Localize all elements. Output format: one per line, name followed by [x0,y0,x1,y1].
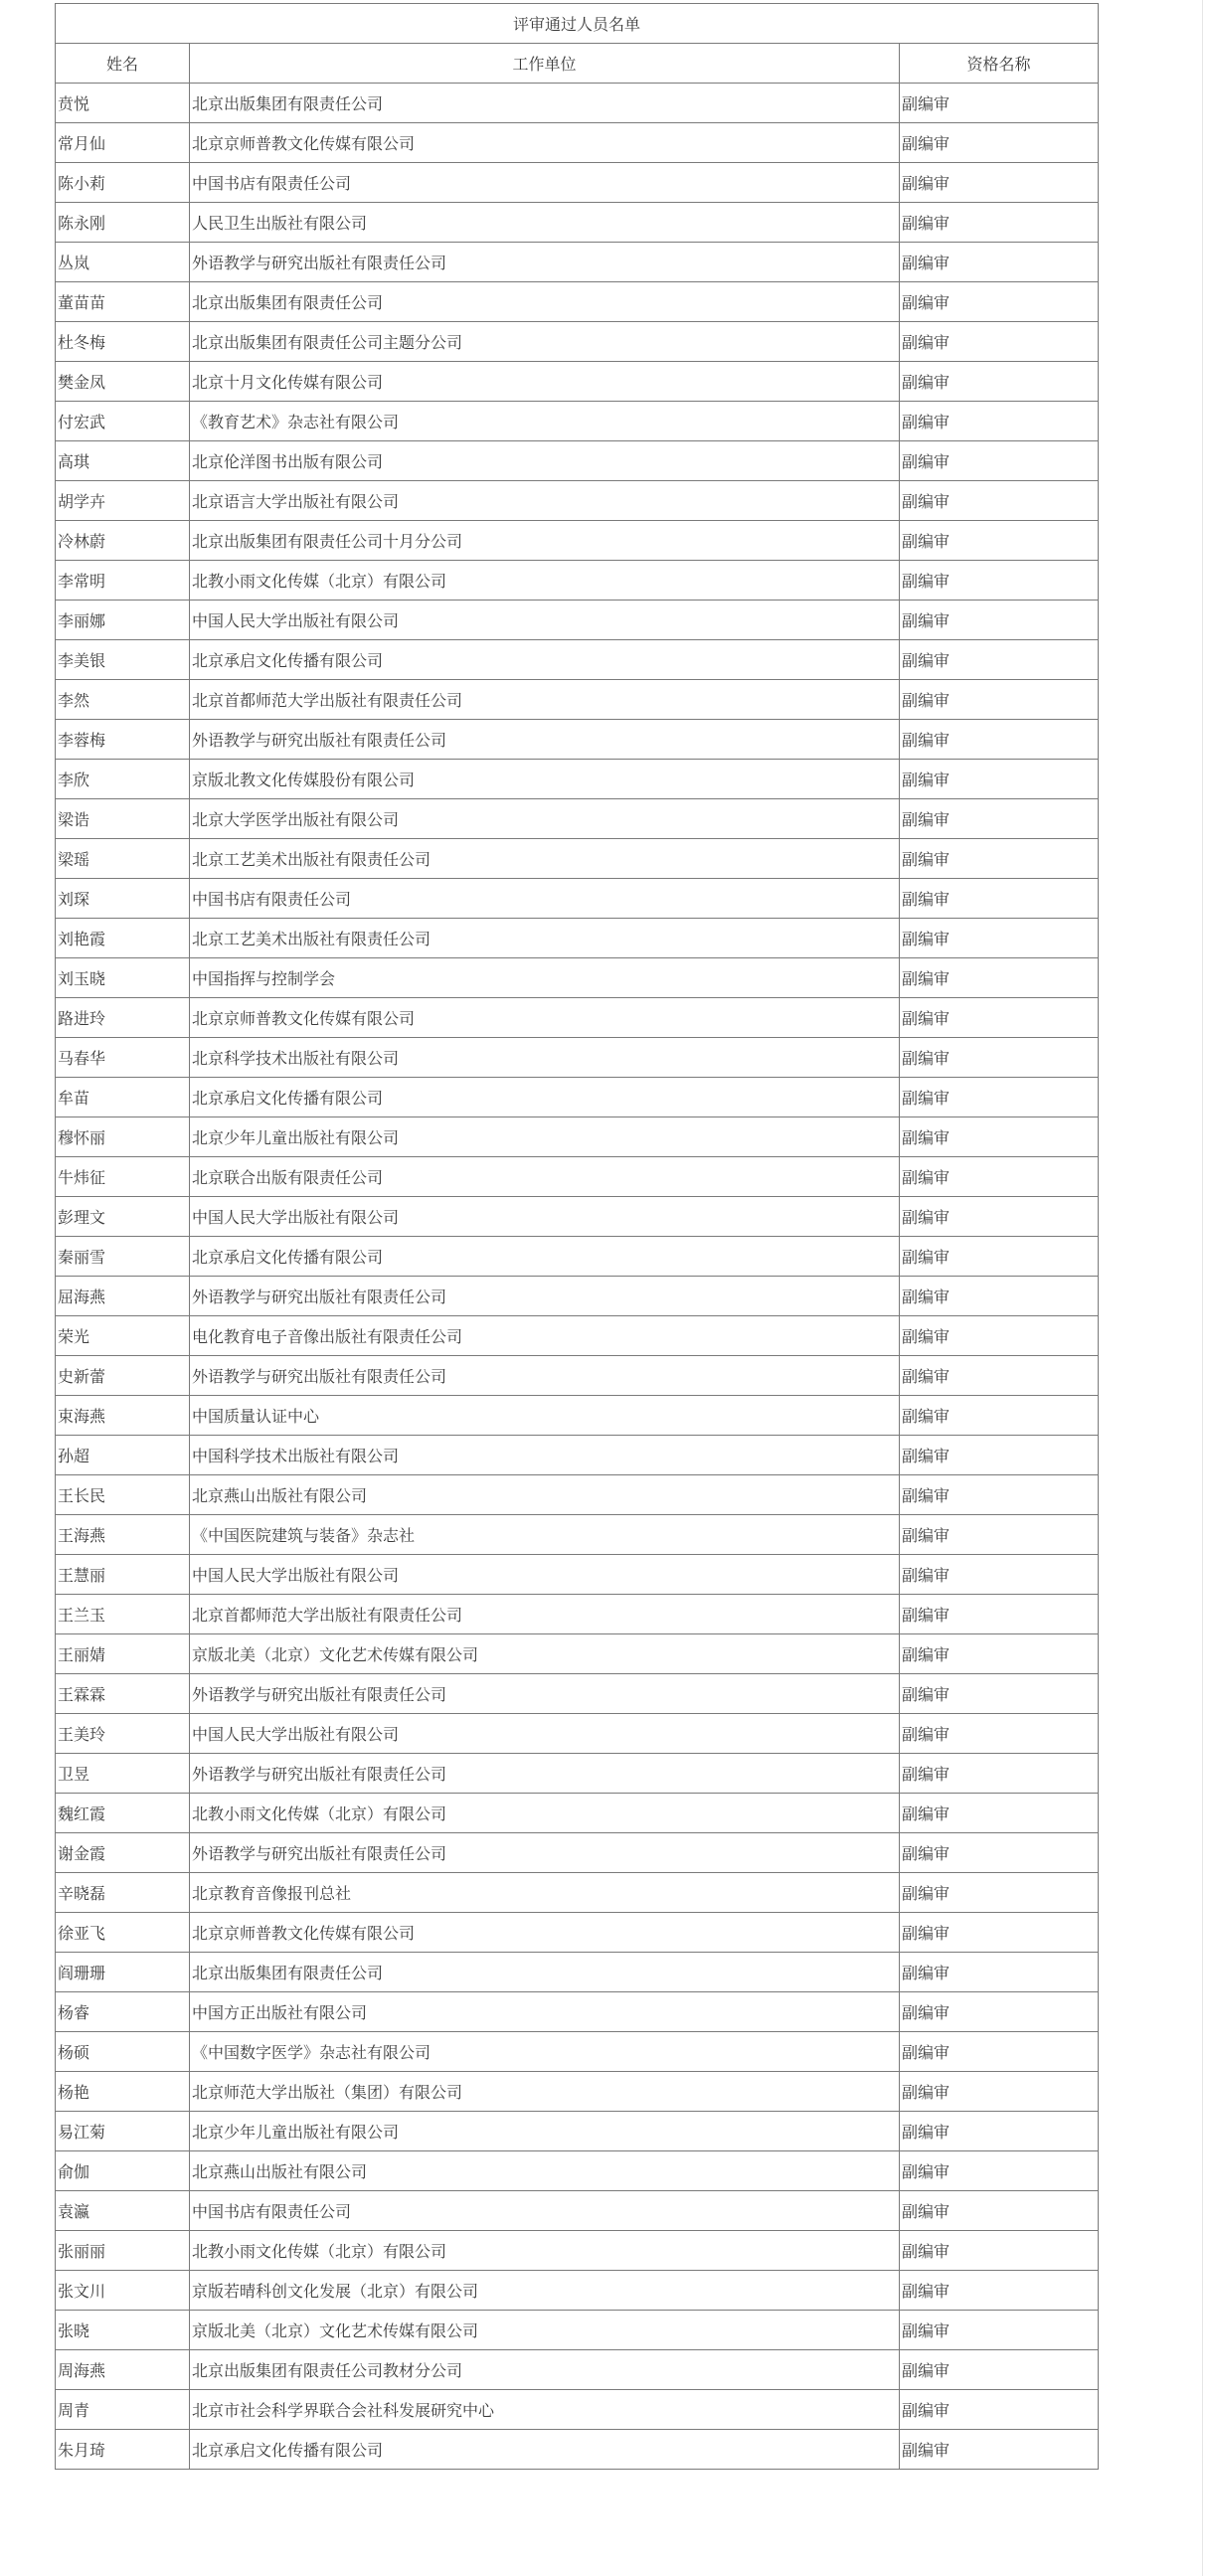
cell-unit: 北京联合出版有限责任公司 [190,1157,900,1197]
header-row [56,44,1099,84]
cell-qualification: 副编审 [900,1316,1099,1356]
table-row [56,2151,1099,2191]
cell-unit: 中国方正出版社有限公司 [190,1992,900,2032]
cell-unit: 京版北美（北京）文化艺术传媒有限公司 [190,1634,900,1674]
table-row [56,1157,1099,1197]
table-row [56,1674,1099,1714]
cell-qualification: 副编审 [900,402,1099,441]
cell-qualification: 副编审 [900,1038,1099,1078]
cell-unit: 《中国数字医学》杂志社有限公司 [190,2032,900,2072]
table-row [56,561,1099,601]
cell-qualification: 副编审 [900,163,1099,203]
cell-unit: 北教小雨文化传媒（北京）有限公司 [190,1794,900,1833]
cell-qualification: 副编审 [900,2390,1099,2430]
cell-qualification: 副编审 [900,243,1099,282]
cell-unit: 北京京师普教文化传媒有限公司 [190,998,900,1038]
cell-qualification: 副编审 [900,1157,1099,1197]
table-row [56,760,1099,799]
cell-name: 付宏武 [56,402,190,441]
cell-qualification: 副编审 [900,2350,1099,2390]
table-row [56,839,1099,879]
cell-name: 梁瑶 [56,839,190,879]
cell-qualification: 副编审 [900,2072,1099,2112]
table-row [56,1794,1099,1833]
cell-unit: 北京大学医学出版社有限公司 [190,799,900,839]
table-row [56,1634,1099,1674]
table-row [56,2350,1099,2390]
cell-qualification: 副编审 [900,720,1099,760]
cell-unit: 中国书店有限责任公司 [190,879,900,919]
cell-unit: 中国指挥与控制学会 [190,958,900,998]
cell-qualification: 副编审 [900,839,1099,879]
cell-unit: 北京伦洋图书出版有限公司 [190,441,900,481]
cell-qualification: 副编审 [900,521,1099,561]
table-row [56,1555,1099,1595]
cell-unit: 北京出版集团有限责任公司 [190,84,900,123]
cell-name: 杨硕 [56,2032,190,2072]
cell-name: 丛岚 [56,243,190,282]
cell-name: 贲悦 [56,84,190,123]
cell-unit: 北京承启文化传播有限公司 [190,640,900,680]
cell-name: 樊金凤 [56,362,190,402]
table-row [56,958,1099,998]
cell-unit: 中国人民大学出版社有限公司 [190,1197,900,1237]
table-row [56,2191,1099,2231]
cell-name: 屈海燕 [56,1277,190,1316]
cell-qualification: 副编审 [900,1515,1099,1555]
cell-name: 束海燕 [56,1396,190,1436]
cell-name: 袁瀛 [56,2191,190,2231]
cell-name: 路进玲 [56,998,190,1038]
table-row [56,1038,1099,1078]
table-row [56,1595,1099,1634]
roster-table [55,3,1099,2470]
cell-name: 卫昱 [56,1754,190,1794]
cell-name: 杨艳 [56,2072,190,2112]
cell-qualification: 副编审 [900,1634,1099,1674]
cell-qualification: 副编审 [900,958,1099,998]
table-row [56,640,1099,680]
cell-name: 陈永刚 [56,203,190,243]
cell-name: 孙超 [56,1436,190,1475]
table-row [56,799,1099,839]
cell-name: 王霖霖 [56,1674,190,1714]
table-row [56,2231,1099,2271]
cell-unit: 中国书店有限责任公司 [190,2191,900,2231]
cell-name: 胡学卉 [56,481,190,521]
cell-qualification: 副编审 [900,2271,1099,2311]
cell-qualification: 副编审 [900,561,1099,601]
cell-unit: 电化教育电子音像出版社有限责任公司 [190,1316,900,1356]
table-row [56,282,1099,322]
cell-qualification: 副编审 [900,998,1099,1038]
table-row [56,998,1099,1038]
title-row [56,4,1099,44]
cell-qualification: 副编审 [900,1714,1099,1754]
cell-unit: 中国质量认证中心 [190,1396,900,1436]
cell-name: 张文川 [56,2271,190,2311]
cell-name: 王兰玉 [56,1595,190,1634]
cell-unit: 北京出版集团有限责任公司教材分公司 [190,2350,900,2390]
cell-name: 王海燕 [56,1515,190,1555]
cell-qualification: 副编审 [900,1396,1099,1436]
table-row [56,1237,1099,1277]
cell-qualification: 副编审 [900,1873,1099,1913]
table-title: 评审通过人员名单 [56,4,1099,44]
cell-name: 阎珊珊 [56,1953,190,1992]
cell-unit: 北京师范大学出版社（集团）有限公司 [190,2072,900,2112]
table-row [56,879,1099,919]
cell-qualification: 副编审 [900,640,1099,680]
column-header-qualification: 资格名称 [900,44,1099,84]
cell-qualification: 副编审 [900,2430,1099,2470]
cell-name: 辛晓磊 [56,1873,190,1913]
table-row [56,402,1099,441]
table-row [56,1754,1099,1794]
cell-unit: 外语教学与研究出版社有限责任公司 [190,1754,900,1794]
cell-qualification: 副编审 [900,1953,1099,1992]
cell-unit: 京版北教文化传媒股份有限公司 [190,760,900,799]
table-row [56,1515,1099,1555]
table-row [56,163,1099,203]
cell-name: 王丽婧 [56,1634,190,1674]
cell-qualification: 副编审 [900,1674,1099,1714]
cell-unit: 北京少年儿童出版社有限公司 [190,1117,900,1157]
table-row [56,362,1099,402]
cell-name: 牟苗 [56,1078,190,1117]
cell-name: 马春华 [56,1038,190,1078]
cell-qualification: 副编审 [900,2151,1099,2191]
cell-unit: 中国人民大学出版社有限公司 [190,1555,900,1595]
cell-name: 杨睿 [56,1992,190,2032]
cell-name: 秦丽雪 [56,1237,190,1277]
cell-unit: 京版北美（北京）文化艺术传媒有限公司 [190,2311,900,2350]
table-row [56,1833,1099,1873]
cell-unit: 外语教学与研究出版社有限责任公司 [190,720,900,760]
cell-unit: 京版若晴科创文化发展（北京）有限公司 [190,2271,900,2311]
cell-name: 梁诰 [56,799,190,839]
cell-qualification: 副编审 [900,799,1099,839]
table-row [56,601,1099,640]
cell-name: 常月仙 [56,123,190,163]
table-row [56,680,1099,720]
cell-qualification: 副编审 [900,760,1099,799]
cell-name: 俞伽 [56,2151,190,2191]
cell-unit: 外语教学与研究出版社有限责任公司 [190,1833,900,1873]
table-row [56,2112,1099,2151]
table-row [56,2032,1099,2072]
cell-unit: 北京科学技术出版社有限公司 [190,1038,900,1078]
table-row [56,123,1099,163]
cell-name: 董苗苗 [56,282,190,322]
cell-qualification: 副编审 [900,601,1099,640]
column-header-name: 姓名 [56,44,190,84]
table-body [56,84,1099,2470]
cell-unit: 北京承启文化传播有限公司 [190,1078,900,1117]
cell-qualification: 副编审 [900,1475,1099,1515]
table-row [56,1992,1099,2032]
table-row [56,1316,1099,1356]
cell-unit: 北京少年儿童出版社有限公司 [190,2112,900,2151]
cell-unit: 北京工艺美术出版社有限责任公司 [190,839,900,879]
page-edge-line [1202,0,1203,2576]
cell-unit: 北京承启文化传播有限公司 [190,2430,900,2470]
cell-qualification: 副编审 [900,1197,1099,1237]
cell-name: 荣光 [56,1316,190,1356]
cell-name: 徐亚飞 [56,1913,190,1953]
cell-qualification: 副编审 [900,1754,1099,1794]
cell-name: 牛炜征 [56,1157,190,1197]
cell-unit: 中国书店有限责任公司 [190,163,900,203]
cell-name: 史新蕾 [56,1356,190,1396]
cell-name: 朱月琦 [56,2430,190,2470]
cell-qualification: 副编审 [900,123,1099,163]
cell-qualification: 副编审 [900,1833,1099,1873]
cell-qualification: 副编审 [900,2311,1099,2350]
table-row [56,203,1099,243]
cell-unit: 北京出版集团有限责任公司 [190,282,900,322]
cell-name: 王长民 [56,1475,190,1515]
cell-name: 王慧丽 [56,1555,190,1595]
cell-qualification: 副编审 [900,84,1099,123]
cell-qualification: 副编审 [900,1992,1099,2032]
cell-unit: 《教育艺术》杂志社有限公司 [190,402,900,441]
cell-name: 李蓉梅 [56,720,190,760]
table-row [56,441,1099,481]
cell-qualification: 副编审 [900,481,1099,521]
cell-unit: 外语教学与研究出版社有限责任公司 [190,243,900,282]
table-row [56,1197,1099,1237]
cell-unit: 中国人民大学出版社有限公司 [190,1714,900,1754]
cell-qualification: 副编审 [900,1436,1099,1475]
cell-name: 刘艳霞 [56,919,190,958]
cell-unit: 北京教育音像报刊总社 [190,1873,900,1913]
cell-name: 冷林蔚 [56,521,190,561]
cell-name: 谢金霞 [56,1833,190,1873]
table-row [56,1714,1099,1754]
cell-unit: 北京语言大学出版社有限公司 [190,481,900,521]
cell-qualification: 副编审 [900,879,1099,919]
table-row [56,1396,1099,1436]
cell-unit: 北京市社会科学界联合会社科发展研究中心 [190,2390,900,2430]
table-row [56,2390,1099,2430]
cell-unit: 北京工艺美术出版社有限责任公司 [190,919,900,958]
cell-qualification: 副编审 [900,919,1099,958]
cell-qualification: 副编审 [900,2112,1099,2151]
table-row [56,481,1099,521]
cell-name: 张丽丽 [56,2231,190,2271]
cell-unit: 北京出版集团有限责任公司十月分公司 [190,521,900,561]
table-row [56,720,1099,760]
table-row [56,84,1099,123]
cell-qualification: 副编审 [900,1117,1099,1157]
cell-qualification: 副编审 [900,1356,1099,1396]
cell-name: 刘玉晓 [56,958,190,998]
cell-name: 周海燕 [56,2350,190,2390]
table-row [56,1117,1099,1157]
cell-unit: 北教小雨文化传媒（北京）有限公司 [190,561,900,601]
cell-unit: 北京承启文化传播有限公司 [190,1237,900,1277]
table-row [56,1873,1099,1913]
cell-name: 李然 [56,680,190,720]
cell-unit: 中国科学技术出版社有限公司 [190,1436,900,1475]
cell-name: 王美玲 [56,1714,190,1754]
cell-qualification: 副编审 [900,441,1099,481]
cell-unit: 北京出版集团有限责任公司 [190,1953,900,1992]
table-row [56,322,1099,362]
cell-unit: 人民卫生出版社有限公司 [190,203,900,243]
cell-name: 李美银 [56,640,190,680]
cell-name: 彭理文 [56,1197,190,1237]
table-row [56,1953,1099,1992]
cell-name: 易江菊 [56,2112,190,2151]
table-row [56,919,1099,958]
table-row [56,1356,1099,1396]
column-header-unit: 工作单位 [190,44,900,84]
cell-name: 杜冬梅 [56,322,190,362]
table-row [56,243,1099,282]
cell-qualification: 副编审 [900,1078,1099,1117]
table-row [56,2311,1099,2350]
cell-qualification: 副编审 [900,2032,1099,2072]
table-row [56,2430,1099,2470]
cell-qualification: 副编审 [900,1595,1099,1634]
cell-name: 李常明 [56,561,190,601]
cell-qualification: 副编审 [900,282,1099,322]
cell-qualification: 副编审 [900,1913,1099,1953]
cell-qualification: 副编审 [900,2231,1099,2271]
cell-unit: 北京十月文化传媒有限公司 [190,362,900,402]
table-row [56,1475,1099,1515]
cell-name: 刘琛 [56,879,190,919]
cell-qualification: 副编审 [900,203,1099,243]
cell-qualification: 副编审 [900,1277,1099,1316]
cell-qualification: 副编审 [900,362,1099,402]
cell-unit: 外语教学与研究出版社有限责任公司 [190,1674,900,1714]
cell-unit: 北京京师普教文化传媒有限公司 [190,123,900,163]
cell-qualification: 副编审 [900,1237,1099,1277]
cell-unit: 北京燕山出版社有限公司 [190,2151,900,2191]
table-row [56,1078,1099,1117]
table-row [56,1277,1099,1316]
cell-name: 穆怀丽 [56,1117,190,1157]
cell-qualification: 副编审 [900,1794,1099,1833]
cell-unit: 北京首都师范大学出版社有限责任公司 [190,1595,900,1634]
table-row [56,2072,1099,2112]
cell-qualification: 副编审 [900,680,1099,720]
table-row [56,521,1099,561]
cell-unit: 北教小雨文化传媒（北京）有限公司 [190,2231,900,2271]
cell-name: 张晓 [56,2311,190,2350]
cell-qualification: 副编审 [900,322,1099,362]
cell-name: 高琪 [56,441,190,481]
cell-name: 李欣 [56,760,190,799]
cell-qualification: 副编审 [900,1555,1099,1595]
cell-unit: 《中国医院建筑与装备》杂志社 [190,1515,900,1555]
cell-unit: 北京首都师范大学出版社有限责任公司 [190,680,900,720]
table-row [56,1913,1099,1953]
cell-name: 李丽娜 [56,601,190,640]
cell-unit: 北京燕山出版社有限公司 [190,1475,900,1515]
cell-name: 陈小莉 [56,163,190,203]
cell-name: 周青 [56,2390,190,2430]
cell-unit: 中国人民大学出版社有限公司 [190,601,900,640]
cell-unit: 北京京师普教文化传媒有限公司 [190,1913,900,1953]
cell-name: 魏红霞 [56,1794,190,1833]
table-row [56,2271,1099,2311]
table-row [56,1436,1099,1475]
cell-unit: 北京出版集团有限责任公司主题分公司 [190,322,900,362]
cell-qualification: 副编审 [900,2191,1099,2231]
cell-unit: 外语教学与研究出版社有限责任公司 [190,1356,900,1396]
cell-unit: 外语教学与研究出版社有限责任公司 [190,1277,900,1316]
